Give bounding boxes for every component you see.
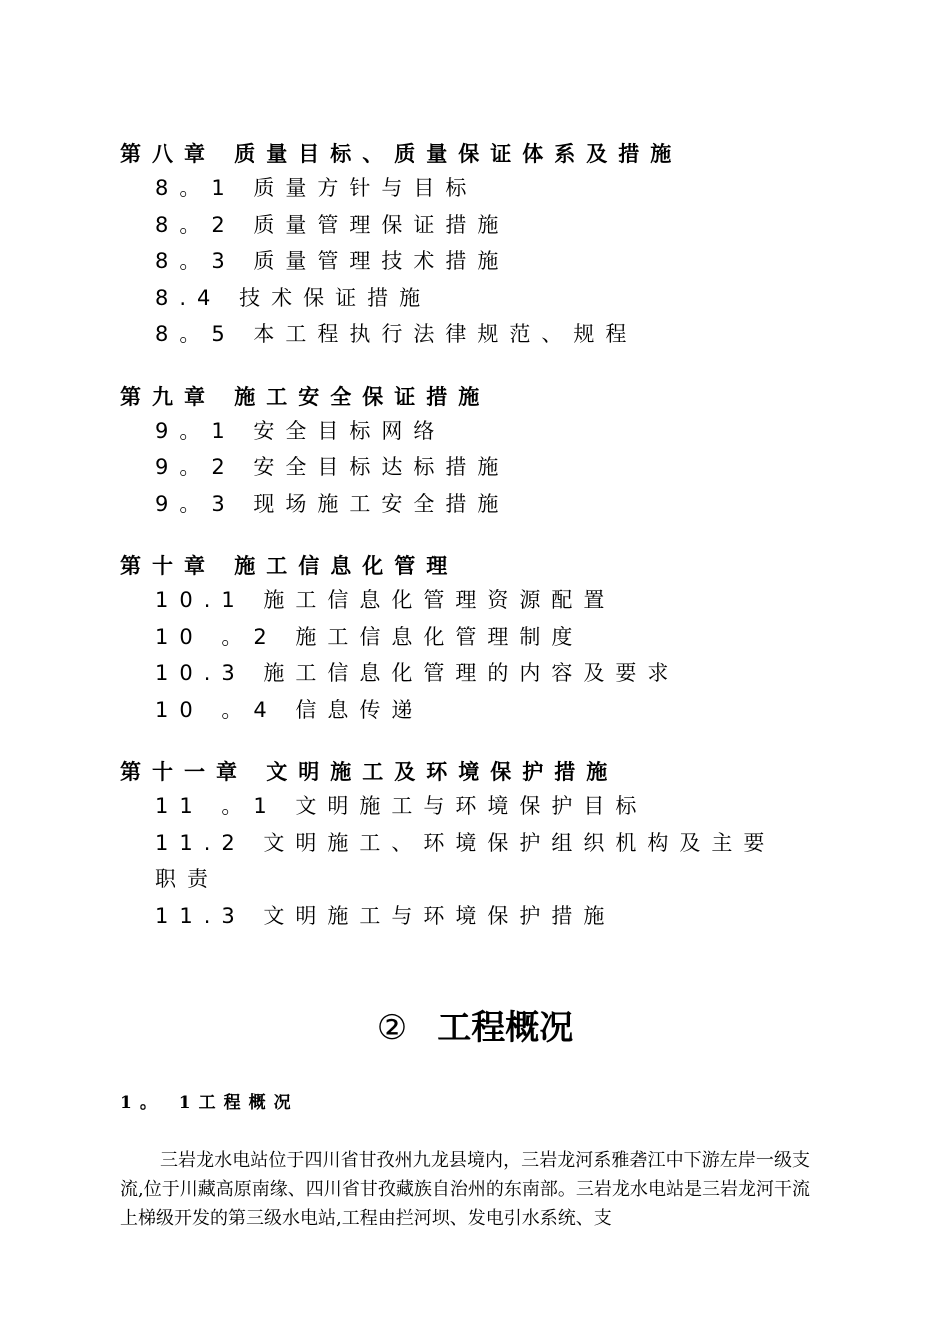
subsection-heading: 1。 1工程概况	[120, 1093, 299, 1113]
toc-item: 8.4 技术保证措施	[155, 285, 432, 310]
toc-item: 10 。4 信息传递	[155, 697, 424, 722]
toc-item: 10.1 施工信息化管理资源配置	[155, 588, 616, 612]
body-paragraph: 三岩龙水电站位于四川省甘孜州九龙县境内，三岩龙河系雅砻江中下游左岸一级支流,位于川藏高原南缘、四川省甘孜藏族自治州的东南部。三岩龙水电站是三岩龙河干流上梯级开发的第三级水电站,工程由拦河坝、发电引水系统、支	[120, 1150, 810, 1229]
toc-item: 11.3 文明施工与环境保护措施	[155, 903, 616, 928]
table-of-contents	[120, 138, 810, 962]
chapter-title: 第八章 质量目标、质量保证体系及措施	[120, 142, 683, 166]
chapter-title: 第十一章 文明施工及环境保护措施	[120, 760, 619, 784]
chapter-title: 第十章 施工信息化管理	[120, 554, 459, 578]
toc-item: 9。3 现场施工安全措施	[155, 491, 510, 516]
toc-item: 8。5 本工程执行法律规范、规程	[155, 322, 638, 346]
toc-chapter-8	[120, 138, 810, 353]
toc-item: 8。2 质量管理保证措施	[155, 212, 510, 237]
toc-chapter-11	[120, 756, 810, 934]
section-number: ②	[376, 1008, 408, 1048]
toc-item: 9。1 安全目标网络	[155, 418, 446, 443]
toc-item: 10 。2 施工信息化管理制度	[155, 624, 584, 649]
toc-item: 11.2 文明施工、环境保护组织机构及主要	[155, 830, 776, 855]
toc-item-continuation: 职责	[155, 867, 219, 891]
toc-item: 8。1 质量方针与目标	[155, 176, 478, 200]
toc-item: 11 。1 文明施工与环境保护目标	[155, 794, 648, 818]
chapter-title: 第九章 施工安全保证措施	[120, 384, 491, 409]
toc-item: 8。3 质量管理技术措施	[155, 249, 510, 273]
toc-chapter-9	[120, 381, 810, 523]
toc-chapter-10	[120, 550, 810, 728]
toc-item: 10.3 施工信息化管理的内容及要求	[155, 661, 680, 685]
section-heading	[0, 1006, 950, 1050]
section-title: 工程概况	[437, 1008, 574, 1048]
toc-item: 9。2 安全目标达标措施	[155, 455, 510, 479]
